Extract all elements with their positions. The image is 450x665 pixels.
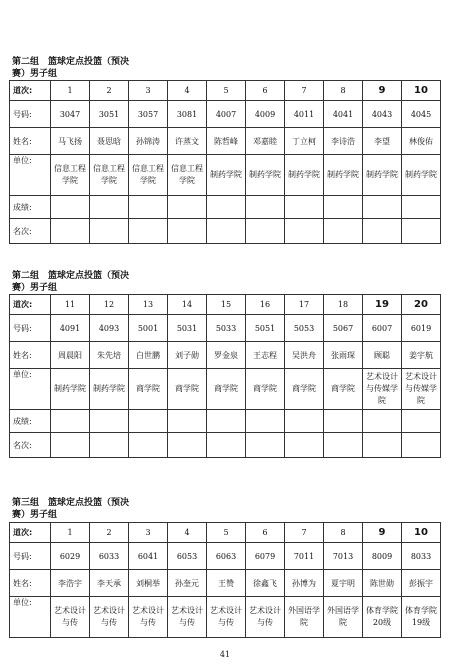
name-cell: 张雨琛	[324, 342, 363, 369]
unit-text: 艺术设计与传	[54, 606, 86, 627]
row-rank	[10, 433, 441, 458]
name-cell: 朱先培	[90, 342, 129, 369]
row-unit	[10, 597, 441, 638]
num-cell: 8033	[402, 543, 441, 570]
score-cell-empty	[207, 196, 246, 219]
unit-text: 外国语学院	[327, 606, 359, 627]
seq-cell: 8	[324, 81, 363, 101]
section-title: 第二组 篮球定点投篮（预决 赛）男子组	[12, 271, 130, 293]
num-cell: 5031	[168, 315, 207, 342]
num-cell: 5051	[246, 315, 285, 342]
name-cell: 白世鹏	[129, 342, 168, 369]
name-cell: 孙锦涛	[129, 128, 168, 155]
rank-cell-empty	[324, 219, 363, 244]
score-cell-empty	[402, 196, 441, 219]
num-cell: 4009	[246, 101, 285, 128]
unit-cell	[246, 369, 285, 410]
name-cell: 许蒸文	[168, 128, 207, 155]
rank-cell-empty	[246, 219, 285, 244]
name-cell: 陈哲峰	[207, 128, 246, 155]
unit-text: 制药学院	[366, 170, 398, 179]
rank-cell-empty	[129, 433, 168, 458]
row-num	[10, 315, 441, 342]
name-cell: 夏宇明	[324, 570, 363, 597]
unit-cell	[207, 597, 246, 638]
unit-cell	[207, 155, 246, 196]
rank-cell-empty	[90, 219, 129, 244]
num-cell: 4045	[402, 101, 441, 128]
score-cell-empty	[285, 196, 324, 219]
score-cell-empty	[363, 410, 402, 433]
row-label: 姓名:	[10, 128, 51, 155]
num-cell: 4043	[363, 101, 402, 128]
row-label: 单位:	[10, 369, 51, 410]
score-cell-empty	[324, 410, 363, 433]
row-label: 号码:	[10, 101, 51, 128]
unit-cell	[51, 155, 90, 196]
section-title: 第二组 篮球定点投篮（预决 赛）男子组	[12, 57, 130, 79]
row-score	[10, 410, 441, 433]
row-name	[10, 342, 441, 369]
name-cell: 吴洪舟	[285, 342, 324, 369]
unit-cell	[285, 155, 324, 196]
name-cell: 陈世勋	[363, 570, 402, 597]
score-cell-empty	[246, 196, 285, 219]
name-cell: 刘子勋	[168, 342, 207, 369]
num-cell: 4041	[324, 101, 363, 128]
unit-text: 外国语学院	[288, 606, 320, 627]
row-rank	[10, 219, 441, 244]
score-cell-empty	[51, 196, 90, 219]
num-cell: 5033	[207, 315, 246, 342]
name-cell: 李望	[363, 128, 402, 155]
row-label: 名次:	[10, 433, 51, 458]
unit-text: 信息工程学院	[93, 164, 125, 185]
rank-cell-empty	[402, 219, 441, 244]
unit-text: 艺术设计与传	[132, 606, 164, 627]
rank-cell-empty	[129, 219, 168, 244]
unit-cell	[51, 369, 90, 410]
unit-text: 制药学院	[288, 170, 320, 179]
rank-cell-empty	[402, 433, 441, 458]
num-cell: 4093	[90, 315, 129, 342]
score-cell-empty	[324, 196, 363, 219]
seq-cell: 7	[285, 523, 324, 543]
row-name	[10, 128, 441, 155]
rank-cell-empty	[207, 433, 246, 458]
num-cell: 6053	[168, 543, 207, 570]
row-seq	[10, 295, 441, 315]
unit-cell	[168, 155, 207, 196]
name-cell: 孙博为	[285, 570, 324, 597]
unit-cell	[207, 369, 246, 410]
seq-cell: 18	[324, 295, 363, 315]
seq-cell: 7	[285, 81, 324, 101]
unit-cell	[90, 155, 129, 196]
unit-text: 制药学院	[93, 384, 125, 393]
rank-cell-empty	[246, 433, 285, 458]
row-label: 道次:	[10, 523, 51, 543]
seq-cell: 14	[168, 295, 207, 315]
seq-cell: 20	[402, 295, 441, 315]
num-cell: 6007	[363, 315, 402, 342]
num-cell: 5053	[285, 315, 324, 342]
seq-cell: 4	[168, 81, 207, 101]
seq-cell: 6	[246, 523, 285, 543]
seq-cell: 13	[129, 295, 168, 315]
rank-cell-empty	[207, 219, 246, 244]
seq-cell: 12	[90, 295, 129, 315]
seq-cell: 6	[246, 81, 285, 101]
num-cell: 7011	[285, 543, 324, 570]
unit-text: 艺术设计与传媒学院	[366, 372, 398, 405]
name-cell: 李天承	[90, 570, 129, 597]
unit-cell	[324, 369, 363, 410]
seq-cell: 2	[90, 523, 129, 543]
unit-cell	[246, 155, 285, 196]
unit-text: 商学院	[136, 384, 160, 393]
num-cell: 4091	[51, 315, 90, 342]
unit-cell	[363, 597, 402, 638]
name-cell: 罗金泉	[207, 342, 246, 369]
num-cell: 6079	[246, 543, 285, 570]
unit-text: 制药学院	[405, 170, 437, 179]
num-cell: 6019	[402, 315, 441, 342]
row-label: 道次:	[10, 295, 51, 315]
num-cell: 8009	[363, 543, 402, 570]
unit-cell	[129, 597, 168, 638]
row-label: 成绩:	[10, 196, 51, 219]
seq-cell: 10	[402, 523, 441, 543]
score-cell-empty	[168, 410, 207, 433]
name-cell: 徐鑫飞	[246, 570, 285, 597]
unit-text: 商学院	[292, 384, 316, 393]
unit-text: 艺术设计与传	[171, 606, 203, 627]
unit-text: 艺术设计与传	[210, 606, 242, 627]
seq-cell: 11	[51, 295, 90, 315]
name-cell: 聂思晗	[90, 128, 129, 155]
row-label: 成绩:	[10, 410, 51, 433]
unit-text: 商学院	[253, 384, 277, 393]
row-label: 名次:	[10, 219, 51, 244]
name-cell: 林俊佑	[402, 128, 441, 155]
unit-text: 艺术设计与传	[93, 606, 125, 627]
unit-cell	[285, 597, 324, 638]
unit-cell	[363, 155, 402, 196]
seq-cell: 4	[168, 523, 207, 543]
unit-cell	[246, 597, 285, 638]
row-label: 姓名:	[10, 342, 51, 369]
unit-cell	[363, 369, 402, 410]
seq-cell: 19	[363, 295, 402, 315]
score-cell-empty	[90, 410, 129, 433]
num-cell: 4011	[285, 101, 324, 128]
name-cell: 王赞	[207, 570, 246, 597]
unit-text: 商学院	[331, 384, 355, 393]
unit-cell	[168, 597, 207, 638]
row-label: 号码:	[10, 315, 51, 342]
name-cell: 李诗浩	[324, 128, 363, 155]
seq-cell: 15	[207, 295, 246, 315]
name-cell: 姜宇航	[402, 342, 441, 369]
num-cell: 5067	[324, 315, 363, 342]
unit-cell	[129, 369, 168, 410]
score-cell-empty	[363, 196, 402, 219]
num-cell: 7013	[324, 543, 363, 570]
name-cell: 孙奎元	[168, 570, 207, 597]
heat-table	[9, 522, 441, 638]
rank-cell-empty	[363, 433, 402, 458]
row-seq	[10, 523, 441, 543]
row-label: 号码:	[10, 543, 51, 570]
seq-cell: 5	[207, 81, 246, 101]
section-title: 第三组 篮球定点投篮（预决 赛）男子组	[12, 498, 130, 520]
seq-cell: 17	[285, 295, 324, 315]
row-seq	[10, 81, 441, 101]
row-num	[10, 543, 441, 570]
unit-text: 商学院	[175, 384, 199, 393]
score-cell-empty	[168, 196, 207, 219]
heat-table	[9, 294, 441, 458]
seq-cell: 5	[207, 523, 246, 543]
unit-cell	[324, 155, 363, 196]
unit-text: 信息工程学院	[54, 164, 86, 185]
page-number: 41	[219, 650, 231, 659]
seq-cell: 8	[324, 523, 363, 543]
seq-cell: 3	[129, 523, 168, 543]
unit-text: 制药学院	[327, 170, 359, 179]
seq-cell: 1	[51, 523, 90, 543]
unit-cell	[168, 369, 207, 410]
name-cell: 邓嘉睦	[246, 128, 285, 155]
unit-cell	[285, 369, 324, 410]
unit-text: 制药学院	[54, 384, 86, 393]
score-cell-empty	[246, 410, 285, 433]
rank-cell-empty	[285, 219, 324, 244]
unit-cell	[402, 597, 441, 638]
unit-cell	[90, 597, 129, 638]
score-cell-empty	[129, 196, 168, 219]
seq-cell: 16	[246, 295, 285, 315]
score-cell-empty	[207, 410, 246, 433]
name-cell: 周晨阳	[51, 342, 90, 369]
num-cell: 5001	[129, 315, 168, 342]
unit-text: 信息工程学院	[132, 164, 164, 185]
row-label: 单位:	[10, 597, 51, 638]
num-cell: 6063	[207, 543, 246, 570]
num-cell: 6029	[51, 543, 90, 570]
row-label: 单位:	[10, 155, 51, 196]
unit-text: 体育学院19级	[405, 606, 437, 627]
unit-cell	[402, 155, 441, 196]
rank-cell-empty	[51, 219, 90, 244]
rank-cell-empty	[51, 433, 90, 458]
num-cell: 3051	[90, 101, 129, 128]
row-score	[10, 196, 441, 219]
unit-text: 商学院	[214, 384, 238, 393]
unit-text: 艺术设计与传	[249, 606, 281, 627]
score-cell-empty	[90, 196, 129, 219]
rank-cell-empty	[168, 219, 207, 244]
row-label: 道次:	[10, 81, 51, 101]
name-cell: 马飞扬	[51, 128, 90, 155]
unit-cell	[402, 369, 441, 410]
name-cell: 丁立柯	[285, 128, 324, 155]
score-cell-empty	[285, 410, 324, 433]
num-cell: 6033	[90, 543, 129, 570]
unit-text: 体育学院20级	[366, 606, 398, 627]
unit-text: 制药学院	[249, 170, 281, 179]
row-unit	[10, 369, 441, 410]
seq-cell: 9	[363, 81, 402, 101]
num-cell: 3047	[51, 101, 90, 128]
seq-cell: 3	[129, 81, 168, 101]
rank-cell-empty	[285, 433, 324, 458]
seq-cell: 1	[51, 81, 90, 101]
name-cell: 李浩宇	[51, 570, 90, 597]
seq-cell: 10	[402, 81, 441, 101]
name-cell: 王志程	[246, 342, 285, 369]
unit-text: 艺术设计与传媒学院	[405, 372, 437, 405]
seq-cell: 2	[90, 81, 129, 101]
unit-text: 信息工程学院	[171, 164, 203, 185]
unit-text: 制药学院	[210, 170, 242, 179]
num-cell: 6041	[129, 543, 168, 570]
name-cell: 顾聪	[363, 342, 402, 369]
row-name	[10, 570, 441, 597]
num-cell: 3081	[168, 101, 207, 128]
score-cell-empty	[51, 410, 90, 433]
row-unit	[10, 155, 441, 196]
row-num	[10, 101, 441, 128]
unit-cell	[324, 597, 363, 638]
rank-cell-empty	[168, 433, 207, 458]
num-cell: 4007	[207, 101, 246, 128]
rank-cell-empty	[90, 433, 129, 458]
unit-cell	[51, 597, 90, 638]
row-label: 姓名:	[10, 570, 51, 597]
seq-cell: 9	[363, 523, 402, 543]
score-cell-empty	[402, 410, 441, 433]
unit-cell	[90, 369, 129, 410]
name-cell: 刘桐举	[129, 570, 168, 597]
rank-cell-empty	[363, 219, 402, 244]
rank-cell-empty	[324, 433, 363, 458]
name-cell: 彭振宇	[402, 570, 441, 597]
heat-table	[9, 80, 441, 244]
score-cell-empty	[129, 410, 168, 433]
unit-cell	[129, 155, 168, 196]
num-cell: 3057	[129, 101, 168, 128]
